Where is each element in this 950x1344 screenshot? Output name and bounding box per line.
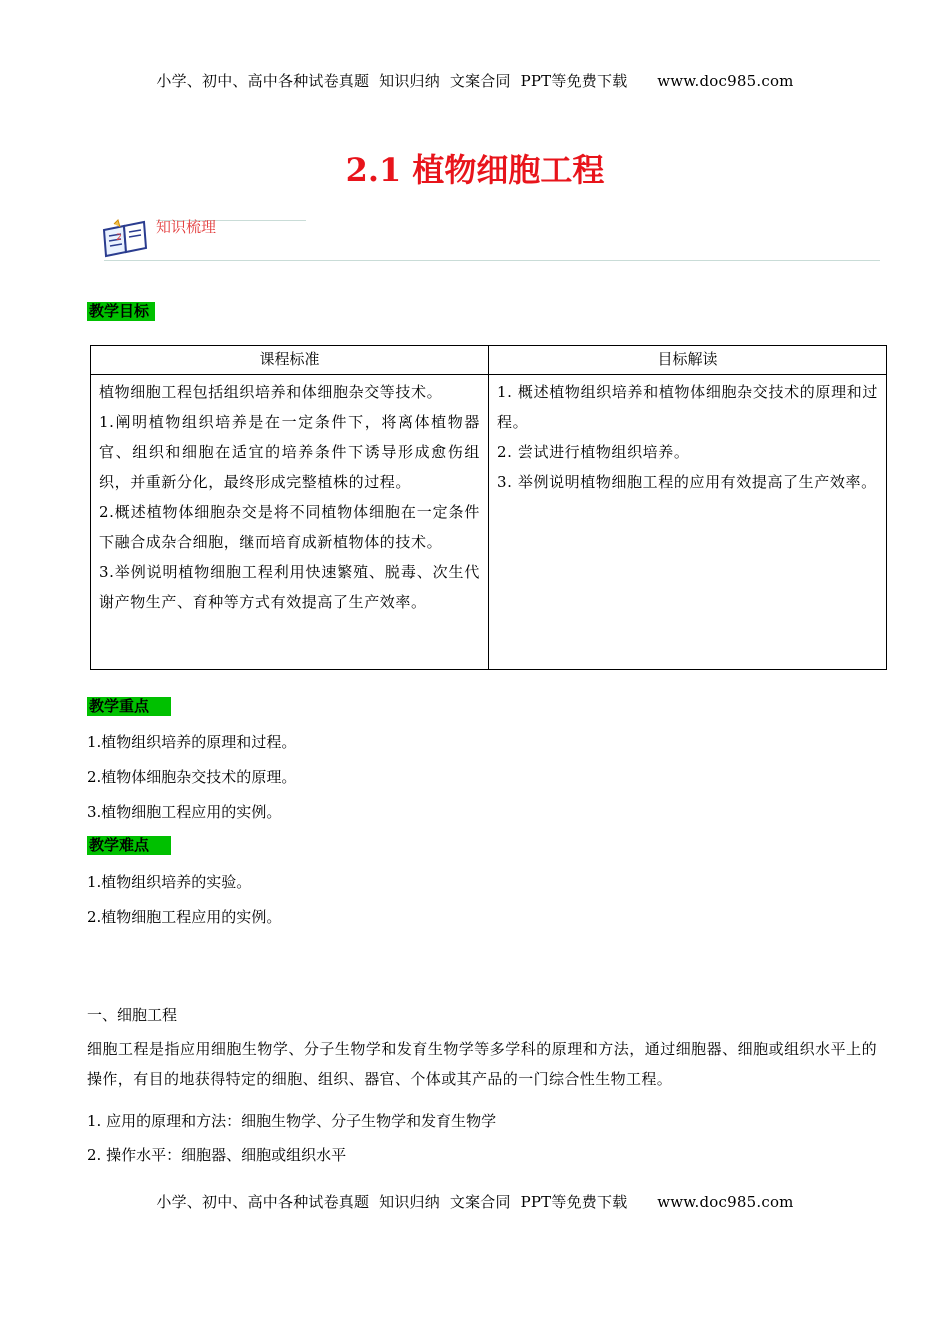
section-banner [100, 212, 880, 268]
table-header-interpretation: 目标解读 [489, 346, 887, 375]
body-paragraph: 细胞工程是指应用细胞生物学、分子生物学和发育生物学等多学科的原理和方法，通过细胞器、细胞或组织水平上的操作，有目的地获得特定的细胞、组织、器官、个体或其产品的一门综合性生物工程。 [87, 1040, 877, 1088]
goals-table [90, 345, 887, 670]
body-list-item: 1. 应用的原理和方法：细胞生物学、分子生物学和发育生物学 [87, 1112, 497, 1130]
key-point-item: 2.植物体细胞杂交技术的原理。 [87, 768, 297, 786]
standard-line: 3.举例说明植物细胞工程利用快速繁殖、脱毒、次生代谢产物生产、育种等方式有效提高了生产效率。 [99, 563, 480, 611]
page-header: 小学、初中、高中各种试卷真题 知识归纳 文案合同 PPT等免费下载 www.doc985.com [156, 72, 794, 90]
difficult-point-item: 1.植物组织培养的实验。 [87, 873, 252, 891]
standard-line: 植物细胞工程包括组织培养和体细胞杂交等技术。 [99, 383, 443, 401]
page-title: 2.1 植物细胞工程 [345, 151, 605, 189]
teaching-goals-tag: 教学目标 [87, 302, 155, 321]
difficult-points-tag: 教学难点 [87, 836, 171, 855]
difficult-point-item: 2.植物细胞工程应用的实例。 [87, 908, 282, 926]
banner-divider [104, 260, 880, 261]
key-point-item: 3.植物细胞工程应用的实例。 [87, 803, 282, 821]
open-book-icon [100, 218, 150, 258]
table-header-standard: 课程标准 [91, 346, 489, 375]
standard-line: 1.阐明植物组织培养是在一定条件下，将离体植物器官、组织和细胞在适宜的培养条件下诱导形成愈伤组织，并重新分化，最终形成完整植株的过程。 [99, 413, 480, 491]
interpretation-line: 1. 概述植物组织培养和植物体细胞杂交技术的原理和过程。 [497, 383, 878, 431]
standard-line: 2.概述植物体细胞杂交是将不同植物体细胞在一定条件下融合成杂合细胞，继而培育成新植物体的技术。 [99, 503, 480, 551]
interpretation-line: 2. 尝试进行植物组织培养。 [497, 443, 690, 461]
banner-label: 知识梳理 [156, 218, 217, 236]
page-footer: 小学、初中、高中各种试卷真题 知识归纳 文案合同 PPT等免费下载 www.doc985.com [156, 1193, 794, 1211]
key-point-item: 1.植物组织培养的原理和过程。 [87, 733, 297, 751]
key-points-tag: 教学重点 [87, 697, 171, 716]
svg-text:2: 2 [116, 233, 122, 243]
body-list-item: 2. 操作水平：细胞器、细胞或组织水平 [87, 1146, 347, 1164]
section-heading: 一、细胞工程 [87, 1006, 178, 1024]
table-cell-interpretation [489, 375, 887, 670]
table-cell-standard [91, 375, 489, 670]
interpretation-line: 3. 举例说明植物细胞工程的应用有效提高了生产效率。 [497, 473, 877, 491]
